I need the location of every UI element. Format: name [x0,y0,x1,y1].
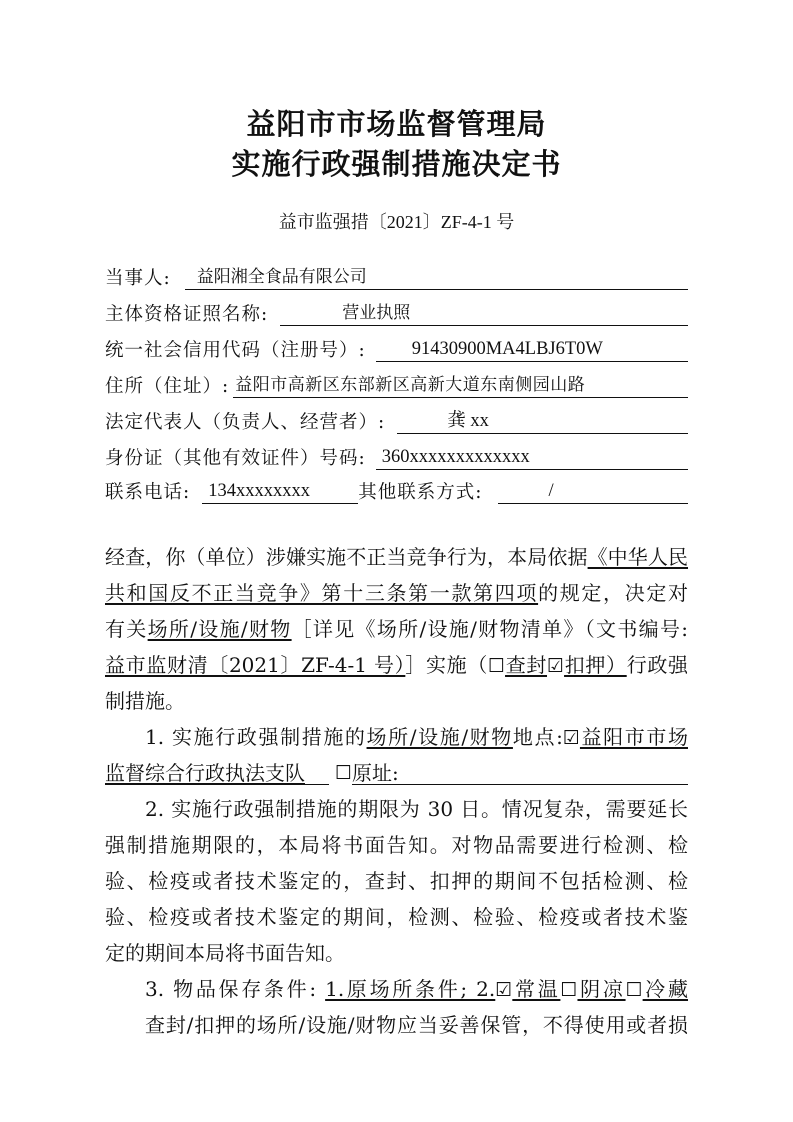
body-line: 制措施。 [105,689,185,713]
document-number: 益市监强措〔2021〕ZF-4-1 号 [278,212,515,232]
seal-checkbox[interactable]: ☐ [487,655,506,677]
body-line [105,542,688,572]
item3-line [145,974,688,1004]
party-label: 当事人: [105,268,171,289]
item2-line: 定的期间本局将书面告知。 [105,941,345,965]
text: 地点: [512,725,563,749]
license-value: 营业执照 [280,301,688,326]
phone-value: 134xxxxxxxx [202,479,358,504]
phone-label: 联系电话: [105,482,191,503]
location-value: 益阳市市场 [579,725,688,749]
text: 3. 物品保存条件: [145,977,317,1001]
item2-line: 验、检疫或者技术鉴定的，查封、扣押的期间不包括检测、检 [105,869,688,893]
body-line [105,578,688,608]
refrigerate-option: 冷藏 [642,977,689,1001]
party-value: 益阳湘全食品有限公司 [185,265,688,290]
item2-line: 强制措施期限的，本局将书面告知。对物品需要进行检测、检 [105,833,688,857]
id-number-label: 身份证（其他有效证件）号码: [105,448,366,469]
credit-code-value: 91430900MA4LBJ6T0W [376,337,688,362]
legal-rep-row [105,408,688,434]
item2-line: 验、检疫或者技术鉴定的期间，检测、检验、检疫或者技术鉴 [105,905,688,929]
item1-line2 [105,758,688,788]
credit-code-row [105,336,688,362]
law-article: 共和国反不正当竞争》第十三条第一款第四项 [105,581,539,605]
item2-line: 2. 实施行政强制措施的期限为 30 日。情况复杂，需要延长 [145,797,688,821]
legal-rep-label: 法定代表人（负责人、经营者）: [105,412,386,433]
detain-checkbox[interactable]: ☑ [547,655,565,677]
document-title-line2: 实施行政强制措施决定书 [231,147,562,181]
list-doc-number: 益市监财清〔2021〕ZF-4-1 号） [105,653,406,677]
address-value: 益阳市高新区东部新区高新大道东南侧园山路 [233,373,688,398]
text: ］实施（ [405,653,488,677]
contact-row [105,478,688,504]
text: 1. 实施行政强制措施的 [145,725,367,749]
cool-checkbox[interactable]: ☐ [560,979,578,1001]
license-row [105,300,688,326]
party-row [105,264,688,290]
detain-option: 扣押） [564,653,627,677]
text: 有关 [105,617,148,641]
item1-line [145,722,688,752]
id-number-row [105,444,688,470]
item3-line2: 查封/扣押的场所/设施/财物应当妥善保管，不得使用或者损 [145,1013,688,1037]
text: 的规定，决定对 [538,581,689,605]
body-line [105,614,688,644]
text: 经查，你（单位）涉嫌实施不正当竞争行为，本局依据 [105,545,588,569]
address-row [105,372,688,398]
text: 行政强 [626,653,689,677]
original-address-checkbox[interactable]: ☐ [335,762,353,784]
cool-option: 阴凉 [577,977,626,1001]
law-name: 《中华人民 [587,545,689,569]
credit-code-label: 统一社会信用代码（注册号）: [105,340,366,361]
body-line [105,650,688,680]
other-contact-label: 其他联系方式: [358,482,483,503]
seal-option: 查封 [505,653,548,677]
location-value: 监督综合行政执法支队 [105,761,305,785]
other-contact-value: / [498,479,688,504]
bureau-location-checkbox[interactable]: ☑ [562,727,580,749]
normal-temp-option: 常温 [512,977,561,1001]
license-label: 主体资格证照名称: [105,304,269,325]
refrigerate-checkbox[interactable]: ☐ [625,979,643,1001]
blank-underline [305,758,329,785]
normal-temp-checkbox[interactable]: ☑ [495,979,513,1001]
legal-rep-value: 龚 xx [397,409,688,434]
original-address-field: 原址: [352,758,688,785]
storage-condition: 1.原场所条件; 2. [325,977,496,1001]
id-number-value: 360xxxxxxxxxxxxx [376,445,688,470]
document-title-line1: 益阳市市场监督管理局 [246,107,547,141]
place-facility-property: 场所/设施/财物 [147,617,292,641]
text: ［详见《场所/设施/财物清单》（文书编号: [291,617,689,641]
address-label: 住所（住址）: [105,376,230,397]
place-facility-property: 场所/设施/财物 [366,725,513,749]
